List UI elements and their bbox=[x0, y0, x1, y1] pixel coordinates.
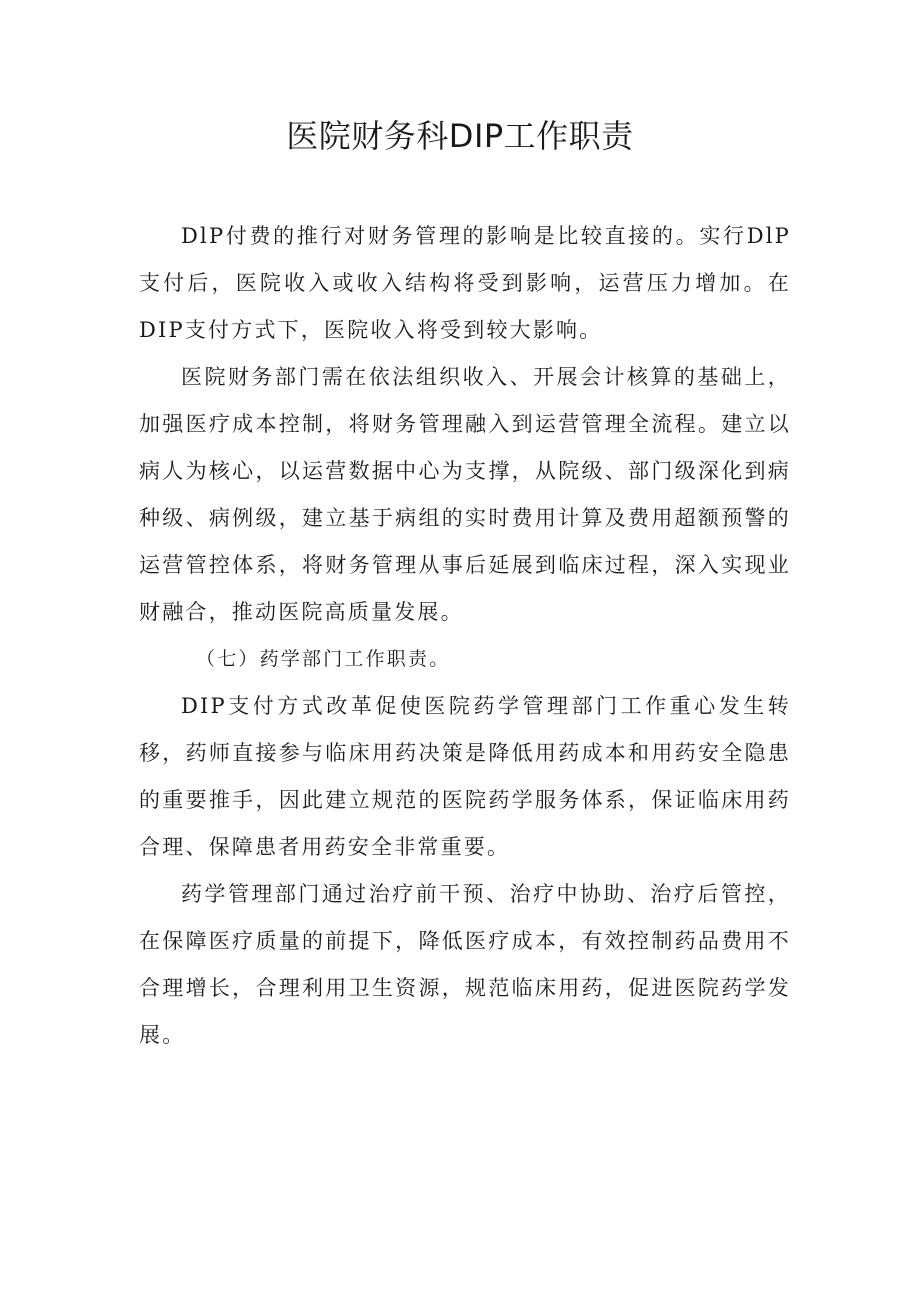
paragraph-pharmacy-management: 药学管理部门通过治疗前干预、治疗中协助、治疗后管控，在保障医疗质量的前提下，降低医疗成本，有效控制药品费用不合理增长，合理利用卫生资源，规范临床用药，促进医院药学发展。 bbox=[139, 882, 791, 1047]
document-title: 医院财务科DIP工作职责 bbox=[286, 117, 634, 155]
document-body bbox=[139, 213, 791, 1059]
section-heading-pharmacy: （七）药学部门工作职责。 bbox=[196, 648, 451, 670]
paragraph-pharmacy-reform: DIP支付方式改革促使医院药学管理部门工作重心发生转移，药师直接参与临床用药决策是降低用药成本和用药安全隐患的重要推手，因此建立规范的医院药学服务体系，保证临床用药合理、保障患者用药安全非常重要。 bbox=[139, 694, 791, 859]
paragraph-finance-dept: 医院财务部门需在依法组织收入、开展会计核算的基础上，加强医疗成本控制，将财务管理融入到运营管理全流程。建立以病人为核心，以运营数据中心为支撑，从院级、部门级深化到病种级、病例级，建立基于病组的实时费用计算及费用超额预警的运营管控体系，将财务管理从事后延展到临床过程，深入实现业财融合，推动医院高质量发展。 bbox=[139, 365, 791, 624]
paragraph-dip-impact: DlP付费的推行对财务管理的影响是比较直接的。实行DlP支付后，医院收入或收入结构将受到影响，运营压力增加。在DIP支付方式下，医院收入将受到较大影响。 bbox=[139, 224, 791, 342]
